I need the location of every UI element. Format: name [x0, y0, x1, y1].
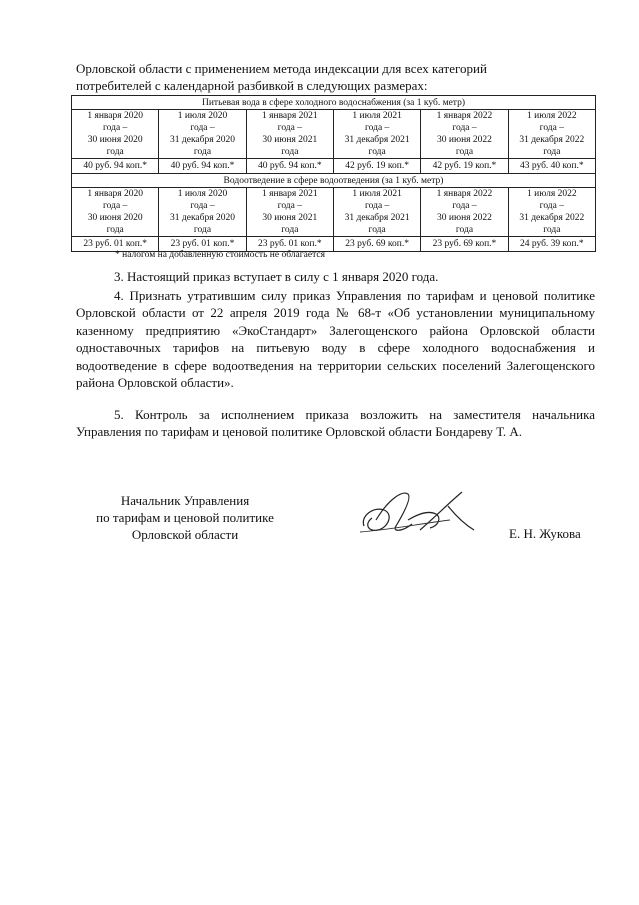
- period-cell: 1 июля 2020 года – 31 декабря 2020 года: [159, 110, 246, 159]
- period-cell: 1 января 2021 года – 30 июня 2021 года: [246, 188, 333, 237]
- tariff-table: [71, 95, 596, 252]
- intro-text: [76, 60, 595, 94]
- signatory-title-line: Орловской области: [131, 527, 239, 542]
- period-cell: 1 января 2022 года – 30 июня 2022 года: [421, 188, 508, 237]
- price-cell: 24 руб. 39 коп.*: [508, 237, 595, 252]
- period-cell: 1 января 2020 года – 30 июня 2020 года: [72, 188, 159, 237]
- signatory-title-line: Начальник Управления: [120, 493, 250, 508]
- section-header-row: [72, 174, 596, 188]
- period-cell: 1 июля 2021 года – 31 декабря 2021 года: [333, 110, 420, 159]
- period-cell: 1 июля 2022 года – 31 декабря 2022 года: [508, 188, 595, 237]
- period-cell: 1 января 2022 года – 30 июня 2022 года: [421, 110, 508, 159]
- period-cell: 1 июля 2022 года – 31 декабря 2022 года: [508, 110, 595, 159]
- price-cell: 40 руб. 94 коп.*: [246, 159, 333, 174]
- price-cell: 23 руб. 01 коп.*: [246, 237, 333, 252]
- period-cell: 1 июля 2021 года – 31 декабря 2021 года: [333, 188, 420, 237]
- period-cell: 1 июля 2020 года – 31 декабря 2020 года: [159, 188, 246, 237]
- signatory-title: [80, 492, 290, 543]
- price-cell: 23 руб. 01 коп.*: [159, 237, 246, 252]
- period-cell: 1 января 2021 года – 30 июня 2021 года: [246, 110, 333, 159]
- signatory-name: Е. Н. Жукова: [509, 526, 581, 541]
- price-cell: 40 руб. 94 коп.*: [159, 159, 246, 174]
- intro-line: потребителей с календарной разбивкой в следующих размерах:: [76, 78, 428, 93]
- price-cell: 42 руб. 19 коп.*: [421, 159, 508, 174]
- price-cell: 43 руб. 40 коп.*: [508, 159, 595, 174]
- section-header: Питьевая вода в сфере холодного водоснабжения (за 1 куб. метр): [72, 96, 596, 110]
- period-row: [72, 110, 596, 159]
- paragraph-4: 4. Признать утратившим силу приказ Управления по тарифам и ценовой политике Орловской области от 22 апреля 2019 года № 68-т «Об установлении муниципальному казенному предприятию «ЭкоСтандарт» Залегощенского района Орловской области одноставочных тарифов на питьевую воду в сфере холодного водоснабжения и водоотведение в сфере водоотведения на территории сельских поселений Залегощенского района Орловской области».: [76, 288, 595, 391]
- price-cell: 42 руб. 19 коп.*: [333, 159, 420, 174]
- price-cell: 40 руб. 94 коп.*: [72, 159, 159, 174]
- section-header: Водоотведение в сфере водоотведения (за 1 куб. метр): [72, 174, 596, 188]
- price-row: [72, 159, 596, 174]
- period-cell: 1 января 2020 года – 30 июня 2020 года: [72, 110, 159, 159]
- price-cell: 23 руб. 69 коп.*: [421, 237, 508, 252]
- footnote: * налогом на добавленную стоимость не облагается: [115, 250, 325, 260]
- intro-line: Орловской области с применением метода индексации для всех категорий: [76, 61, 487, 76]
- period-row: [72, 188, 596, 237]
- paragraph-5: 5. Контроль за исполнением приказа возложить на заместителя начальника Управления по тарифам и ценовой политике Орловской области Бондареву Т. А.: [76, 407, 595, 440]
- paragraph-3: 3. Настоящий приказ вступает в силу с 1 января 2020 года.: [114, 269, 439, 284]
- handwritten-signature: [358, 480, 478, 536]
- signatory-title-line: по тарифам и ценовой политике: [96, 510, 274, 525]
- price-cell: 23 руб. 01 коп.*: [72, 237, 159, 252]
- price-cell: 23 руб. 69 коп.*: [333, 237, 420, 252]
- section-header-row: [72, 96, 596, 110]
